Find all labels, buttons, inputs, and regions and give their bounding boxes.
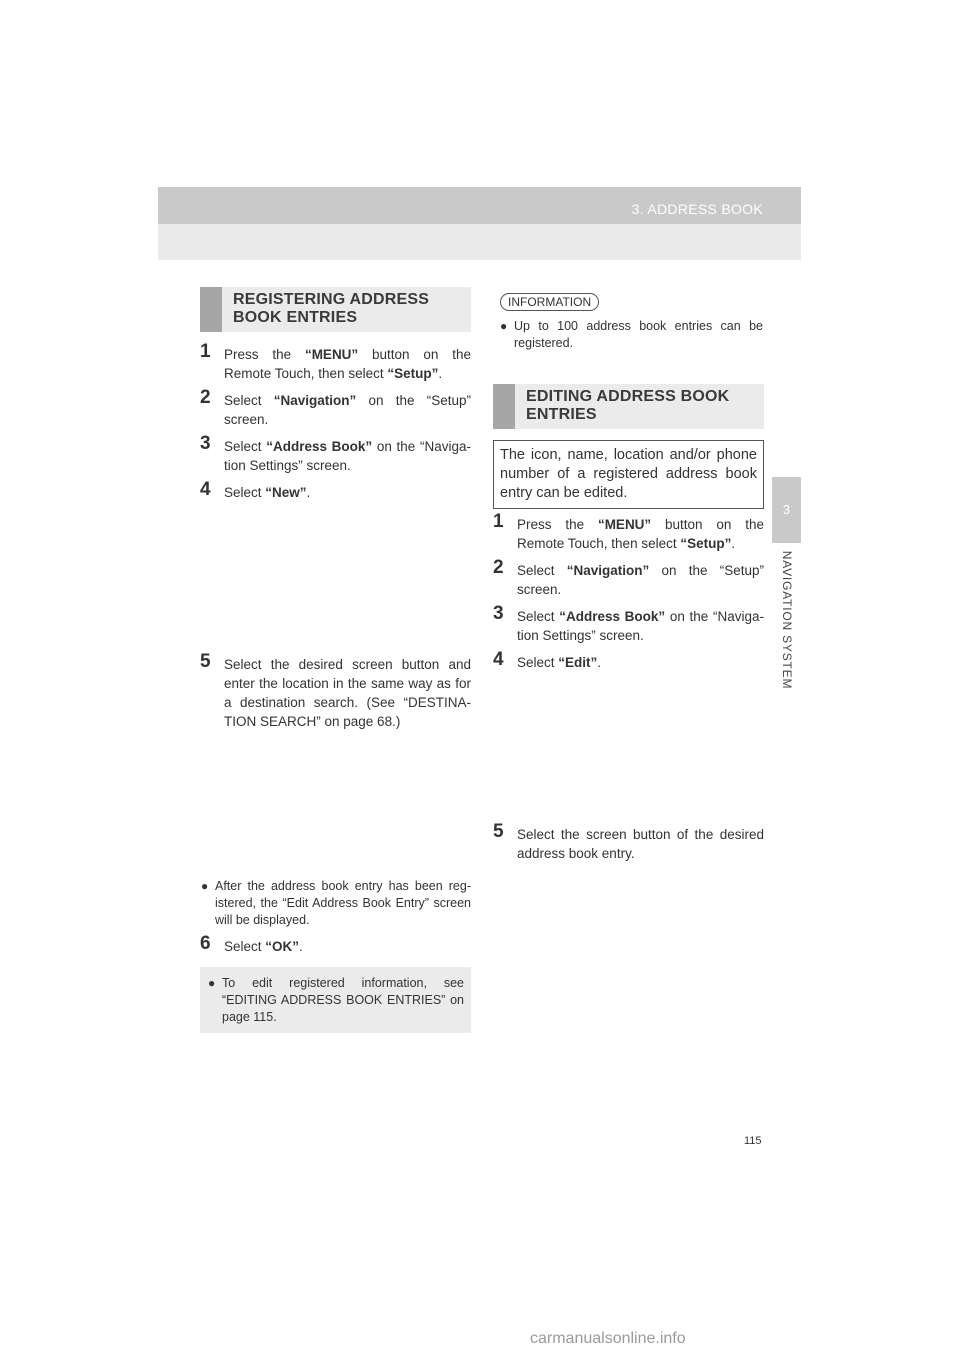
step-text: . bbox=[731, 536, 736, 551]
step-keyword: “New” bbox=[265, 485, 307, 500]
bullet-dot-icon: ● bbox=[201, 879, 209, 893]
header-subband bbox=[158, 224, 801, 260]
section-header-title: 3. ADDRESS BOOK bbox=[631, 201, 763, 217]
left-info-bullet bbox=[201, 878, 471, 929]
section-heading-editing bbox=[493, 384, 764, 429]
step-text: button on the Remote Touch, then select bbox=[224, 347, 471, 381]
step-text: . bbox=[299, 939, 303, 954]
heading-line-1: REGISTERING ADDRESS bbox=[233, 291, 430, 308]
step-number: 4 bbox=[493, 649, 504, 670]
step-number: 2 bbox=[493, 557, 504, 578]
step-number: 5 bbox=[493, 821, 504, 842]
heading-line-2: ENTRIES bbox=[526, 406, 597, 423]
bullet-text: After the address book entry has been reg-istered, the “Edit Address Book Entry” screen will be displayed. bbox=[215, 879, 471, 927]
step-number: 5 bbox=[200, 651, 211, 672]
section-heading-text bbox=[526, 388, 729, 424]
step-text: Select the screen button of the desired address book entry. bbox=[517, 827, 764, 861]
chapter-tab-number: 3 bbox=[782, 502, 791, 517]
step-text: Select bbox=[517, 609, 560, 624]
description-box: The icon, name, location and/or phone number of a registered address book entry can be edited. bbox=[493, 440, 764, 509]
step-number: 3 bbox=[493, 603, 504, 624]
step-text: Select bbox=[224, 439, 267, 454]
step-keyword: “MENU” bbox=[597, 517, 652, 532]
step-keyword: “Setup” bbox=[387, 366, 439, 381]
step-keyword: “MENU” bbox=[304, 347, 359, 362]
step-text: . bbox=[306, 485, 311, 500]
bullet-dot-icon: ● bbox=[208, 976, 216, 990]
step-keyword: “Address Book” bbox=[266, 439, 373, 454]
step-number: 3 bbox=[200, 433, 211, 454]
step-text: on the “Naviga-tion Settings” screen. bbox=[224, 439, 471, 473]
left-step-4 bbox=[200, 479, 471, 502]
step-keyword: “OK” bbox=[265, 939, 300, 954]
right-step-1 bbox=[493, 511, 764, 553]
chapter-tab-label: NAVIGATION SYSTEM bbox=[780, 550, 794, 690]
step-text: . bbox=[597, 655, 602, 670]
step-text: on the “Naviga-tion Settings” screen. bbox=[517, 609, 764, 643]
note-bullet bbox=[208, 975, 464, 1026]
heading-line-2: BOOK ENTRIES bbox=[233, 309, 358, 326]
step-text: Select bbox=[517, 563, 567, 578]
right-step-2 bbox=[493, 557, 764, 599]
step-text: Select the desired screen button and enter the location in the same way as for a destination search. (See “DESTINA-TION SEARCH” on page 68.) bbox=[224, 657, 471, 729]
step-text: Select bbox=[517, 655, 559, 670]
step-keyword: “Navigation” bbox=[273, 393, 357, 408]
step-text: Press the bbox=[224, 347, 305, 362]
step-text: . bbox=[438, 366, 443, 381]
right-step-5 bbox=[493, 821, 764, 863]
step-text: on the “Setup” screen. bbox=[224, 393, 471, 427]
note-box bbox=[200, 967, 471, 1033]
step-text: Select bbox=[224, 393, 274, 408]
step-number: 6 bbox=[200, 933, 211, 954]
step-text: button on the Remote Touch, then select bbox=[517, 517, 764, 551]
step-keyword: “Navigation” bbox=[566, 563, 650, 578]
left-step-3 bbox=[200, 433, 471, 475]
bullet-text: Up to 100 address book entries can be registered. bbox=[514, 319, 763, 350]
left-step-5 bbox=[200, 651, 471, 731]
page-number: 115 bbox=[744, 1135, 762, 1147]
left-step-2 bbox=[200, 387, 471, 429]
step-text: Press the bbox=[517, 517, 598, 532]
bullet-dot-icon: ● bbox=[500, 319, 508, 333]
watermark: carmanualsonline.info bbox=[530, 1330, 686, 1347]
information-badge: INFORMATION bbox=[500, 293, 599, 311]
step-keyword: “Edit” bbox=[558, 655, 598, 670]
right-step-4 bbox=[493, 649, 764, 672]
bullet-text: To edit registered information, see “EDITING ADDRESS BOOK ENTRIES” on page 115. bbox=[222, 976, 464, 1024]
left-step-6 bbox=[200, 933, 471, 956]
step-keyword: “Address Book” bbox=[559, 609, 666, 624]
step-keyword: “Setup” bbox=[680, 536, 732, 551]
information-badge-wrap bbox=[500, 293, 599, 311]
heading-line-1: EDITING ADDRESS BOOK bbox=[526, 388, 730, 405]
right-info-bullet bbox=[500, 318, 763, 352]
section-heading-bar bbox=[200, 287, 222, 332]
step-number: 4 bbox=[200, 479, 211, 500]
section-heading-registering bbox=[200, 287, 471, 332]
step-number: 2 bbox=[200, 387, 211, 408]
step-text: Select bbox=[224, 939, 266, 954]
section-heading-bar bbox=[493, 384, 515, 429]
section-heading-text bbox=[233, 291, 429, 327]
right-step-3 bbox=[493, 603, 764, 645]
step-number: 1 bbox=[200, 341, 211, 362]
step-text: Select bbox=[224, 485, 266, 500]
left-step-1 bbox=[200, 341, 471, 383]
step-number: 1 bbox=[493, 511, 504, 532]
step-text: on the “Setup” screen. bbox=[517, 563, 764, 597]
